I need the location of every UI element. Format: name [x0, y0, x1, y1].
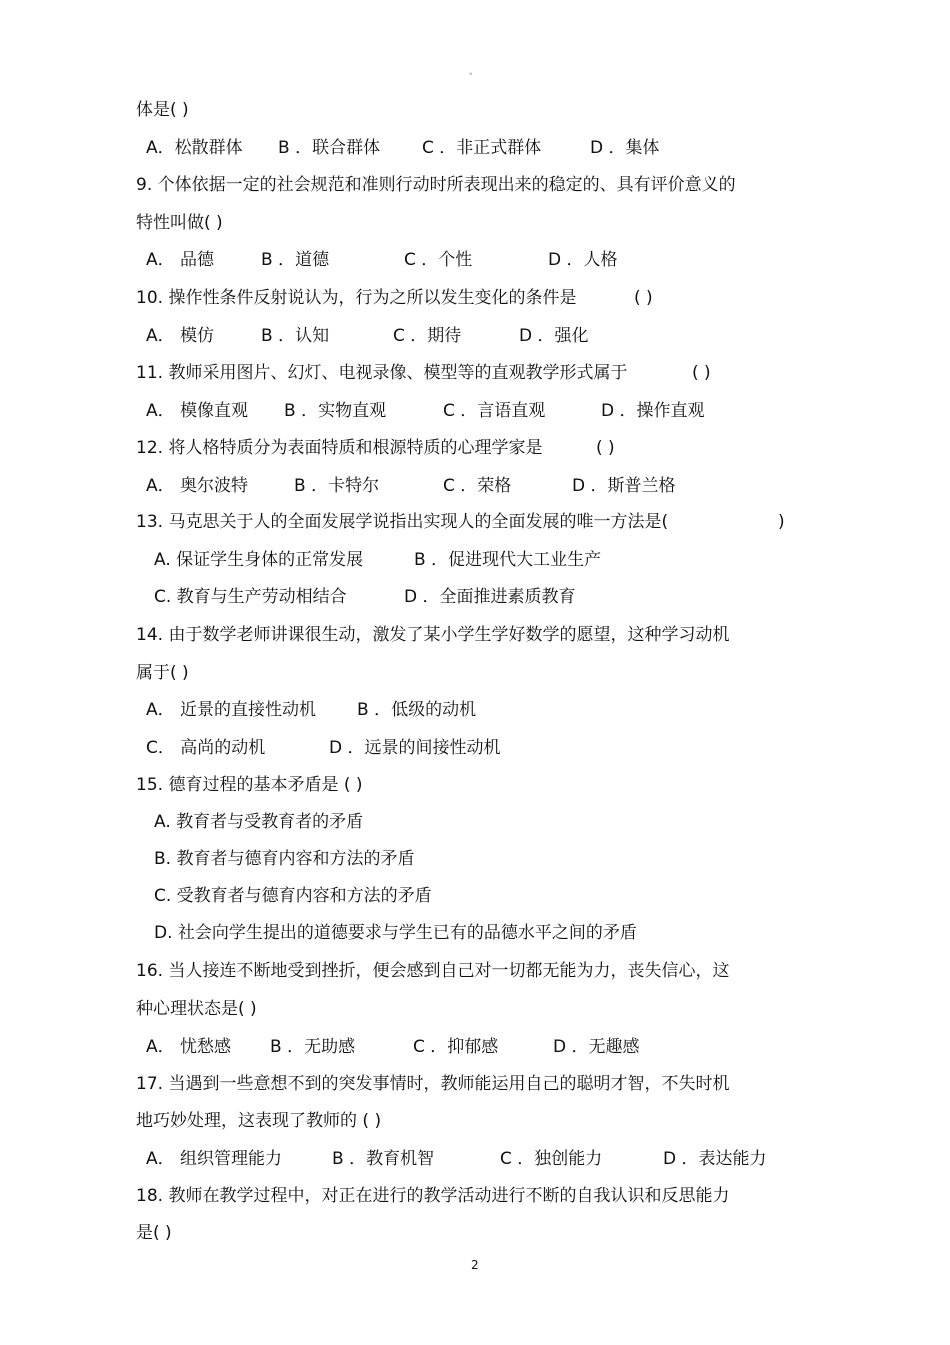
answer-blank: ( ): [692, 363, 711, 383]
option-c: C ．期待: [393, 326, 462, 346]
option-c: C ．非正式群体: [422, 138, 542, 158]
option-c: C ．独创能力: [500, 1149, 603, 1169]
question-text: 15. 德育过程的基本矛盾是 ( ): [136, 775, 363, 795]
option-b: B ．无助感: [270, 1037, 356, 1057]
question-text: 9. 个体依据一定的社会规范和准则行动时所表现出来的稳定的、具有评价意义的: [136, 175, 736, 195]
question-text: 16. 当人接连不断地受到挫折，便会感到自己对一切都无能为力，丧失信心，这: [136, 961, 730, 981]
option-c: C. 教育与生产劳动相结合: [154, 587, 347, 607]
option-a: A． 模仿: [146, 326, 215, 346]
option-d: D ．人格: [548, 250, 618, 270]
option-d: D ．斯普兰格: [572, 476, 676, 496]
question-text: 17. 当遇到一些意想不到的突发事情时，教师能运用自己的聪明才智，不失时机: [136, 1074, 730, 1094]
option-c: C ．个性: [404, 250, 473, 270]
option-d: D ．表达能力: [663, 1149, 767, 1169]
answer-blank: ): [778, 512, 785, 532]
option-b: B ．教育机智: [332, 1149, 435, 1169]
option-c: C ．荣格: [443, 476, 512, 496]
question-text: 地巧妙处理，这表现了教师的 ( ): [136, 1111, 382, 1131]
question-text: 是( ): [136, 1223, 172, 1243]
option-b: B. 教育者与德育内容和方法的矛盾: [154, 849, 415, 869]
option-b: B ．卡特尔: [294, 476, 380, 496]
question-text: 10. 操作性条件反射说认为，行为之所以发生变化的条件是: [136, 288, 577, 308]
answer-blank: ( ): [634, 288, 653, 308]
option-a: A． 品德: [146, 250, 215, 270]
option-b: B ．促进现代大工业生产: [414, 550, 602, 570]
option-a: A． 组织管理能力: [146, 1149, 283, 1169]
option-a: A．松散群体: [146, 138, 243, 158]
option-c: C ．抑郁感: [413, 1037, 499, 1057]
question-text: 13. 马克思关于人的全面发展学说指出实现人的全面发展的唯一方法是(: [136, 512, 669, 532]
option-d: D ．强化: [519, 326, 589, 346]
option-a: A. 教育者与受教育者的矛盾: [154, 812, 364, 832]
option-d: D ．全面推进素质教育: [404, 587, 576, 607]
option-a: A． 近景的直接性动机: [146, 700, 317, 720]
question-text: 12. 将人格特质分为表面特质和根源特质的心理学家是: [136, 438, 543, 458]
option-d: D ．无趣感: [553, 1037, 640, 1057]
option-c: C． 高尚的动机: [146, 738, 266, 758]
question-text: 特性叫做( ): [136, 213, 223, 233]
question-text: 11. 教师采用图片、幻灯、电视录像、模型等的直观教学形式属于: [136, 363, 628, 383]
option-d: D ．集体: [590, 138, 660, 158]
question-text: 18. 教师在教学过程中，对正在进行的教学活动进行不断的自我认识和反思能力: [136, 1186, 730, 1206]
option-a: A. 保证学生身体的正常发展: [154, 550, 364, 570]
option-a: A． 忧愁感: [146, 1037, 232, 1057]
option-b: B ．联合群体: [278, 138, 381, 158]
option-c: C. 受教育者与德育内容和方法的矛盾: [154, 886, 432, 906]
answer-blank: ( ): [596, 438, 615, 458]
question-text: 属于( ): [136, 663, 189, 683]
option-b: B ．认知: [261, 326, 330, 346]
option-a: A． 模像直观: [146, 401, 249, 421]
option-d: D. 社会向学生提出的道德要求与学生已有的品德水平之间的矛盾: [154, 923, 637, 943]
question-text: 14. 由于数学老师讲课很生动，激发了某小学生学好数学的愿望，这种学习动机: [136, 625, 730, 645]
text-line: 体是( ): [136, 100, 189, 120]
option-b: B ．实物直观: [284, 401, 387, 421]
option-d: D ．远景的间接性动机: [329, 738, 501, 758]
page-number: 2: [471, 1258, 479, 1272]
option-b: B ．低级的动机: [357, 700, 477, 720]
option-b: B ．道德: [261, 250, 330, 270]
question-text: 种心理状态是( ): [136, 999, 257, 1019]
header-mark: °: [469, 72, 473, 80]
option-a: A． 奥尔波特: [146, 476, 249, 496]
option-d: D ．操作直观: [601, 401, 705, 421]
option-c: C ．言语直观: [443, 401, 546, 421]
